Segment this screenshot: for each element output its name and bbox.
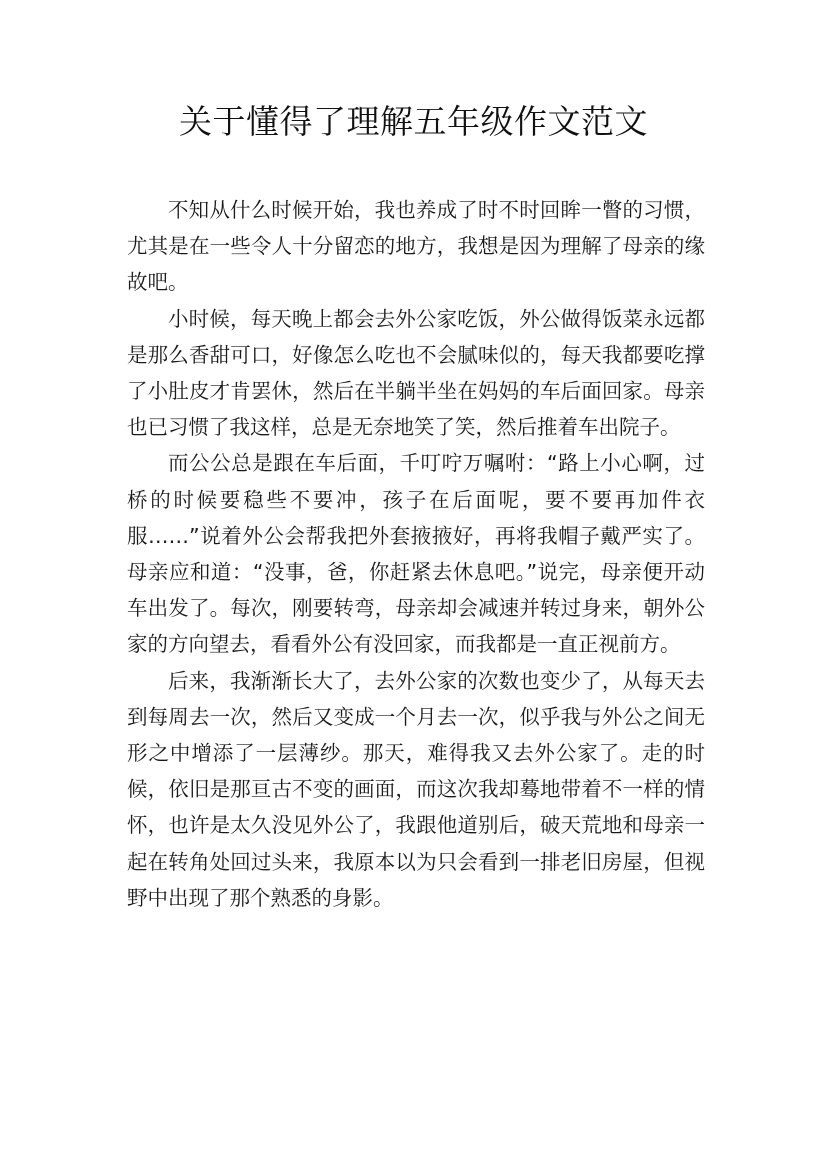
paragraph-1: 不知从什么时候开始，我也养成了时不时回眸一瞥的习惯，尤其是在一些令人十分留恋的地方，我想是因为理解了母亲的缘故吧。	[127, 198, 705, 295]
page-title: 关于懂得了理解五年级作文范文	[179, 102, 648, 141]
paragraph-3: 而公公总是跟在车后面，千叮咛万嘱咐：“路上小心啊，过桥的时候要稳些不要冲，孩子在后面呢，要不要再加件衣服……”说着外公会帮我把外套掖掖好，再将我帽子戴严实了。母亲应和道：“没事，爸，你赶紧去休息吧。”说完，母亲便开动车出发了。每次，刚要转弯，母亲却会减速并转过身来，朝外公家的方向望去，看看外公有没回家，而我都是一直正视前方。	[127, 451, 705, 657]
paragraph-4: 后来，我渐渐长大了，去外公家的次数也变少了，从每天去到每周去一次，然后又变成一个月去一次，似乎我与外公之间无形之中增添了一层薄纱。那天，难得我又去外公家了。走的时候，依旧是那亘古不变的画面，而这次我却蓦地带着不一样的情怀，也许是太久没见外公了，我跟他道别后，破天荒地和母亲一起在转角处回过头来，我原本以为只会看到一排老旧房屋，但视野中出现了那个熟悉的身影。	[127, 668, 705, 910]
paragraph-2: 小时候，每天晚上都会去外公家吃饭，外公做得饭菜永远都是那么香甜可口，好像怎么吃也不会腻味似的，每天我都要吃撑了小肚皮才肯罢休，然后在半躺半坐在妈妈的车后面回家。母亲也已习惯了我这样，总是无奈地笑了笑，然后推着车出院子。	[127, 306, 705, 440]
essay-body	[127, 192, 705, 916]
